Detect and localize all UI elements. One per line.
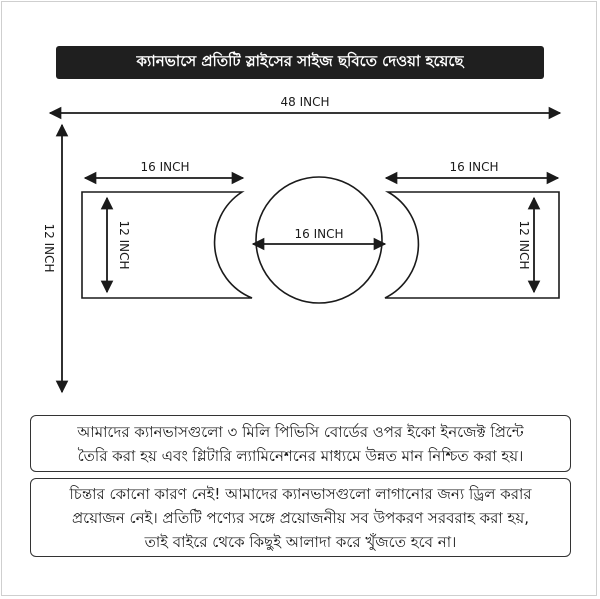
right-panel-height-label: 12 INCH (517, 220, 531, 270)
total-width-label: 48 INCH (280, 95, 330, 109)
left-panel-width-label: 16 INCH (140, 160, 190, 174)
installation-info-box (30, 478, 571, 557)
installation-info-line-3: তাই বাইরে থেকে কিছুই আলাদা করে খুঁজতে হবে না। (144, 532, 457, 551)
installation-info-line-1: চিন্তার কোনো কারণ নেই! আমাদের ক্যানভাসগুলো লাগানোর জন্য ড্রিল করার (69, 484, 532, 503)
banner-title: ক্যানভাসে প্রতিটি স্লাইসের সাইজ ছবিতে দেওয়া হয়েছে (136, 52, 464, 70)
material-info-box (30, 415, 571, 472)
material-info-line-1: আমাদের ক্যানভাসগুলো ৩ মিলি পিভিসি বোর্ডের ওপর ইকো ইনজেক্ট প্রিন্টে (77, 422, 524, 441)
installation-info-line-2: প্রয়োজন নেই। প্রতিটি পণ্যের সঙ্গে প্রয়োজনীয় সব উপকরণ সরবরাহ করা হয়, (71, 508, 530, 527)
right-panel-width-label: 16 INCH (449, 160, 499, 174)
circle-width-label: 16 INCH (294, 227, 344, 241)
right-panel-slice (385, 192, 559, 298)
total-height-label: 12 INCH (42, 223, 56, 273)
material-info-line-2: তৈরি করা হয় এবং গ্লিটারি ল্যামিনেশনের মাধ্যমে উন্নত মান নিশ্চিত করা হয়। (77, 446, 524, 465)
left-panel-height-label: 12 INCH (117, 220, 131, 270)
